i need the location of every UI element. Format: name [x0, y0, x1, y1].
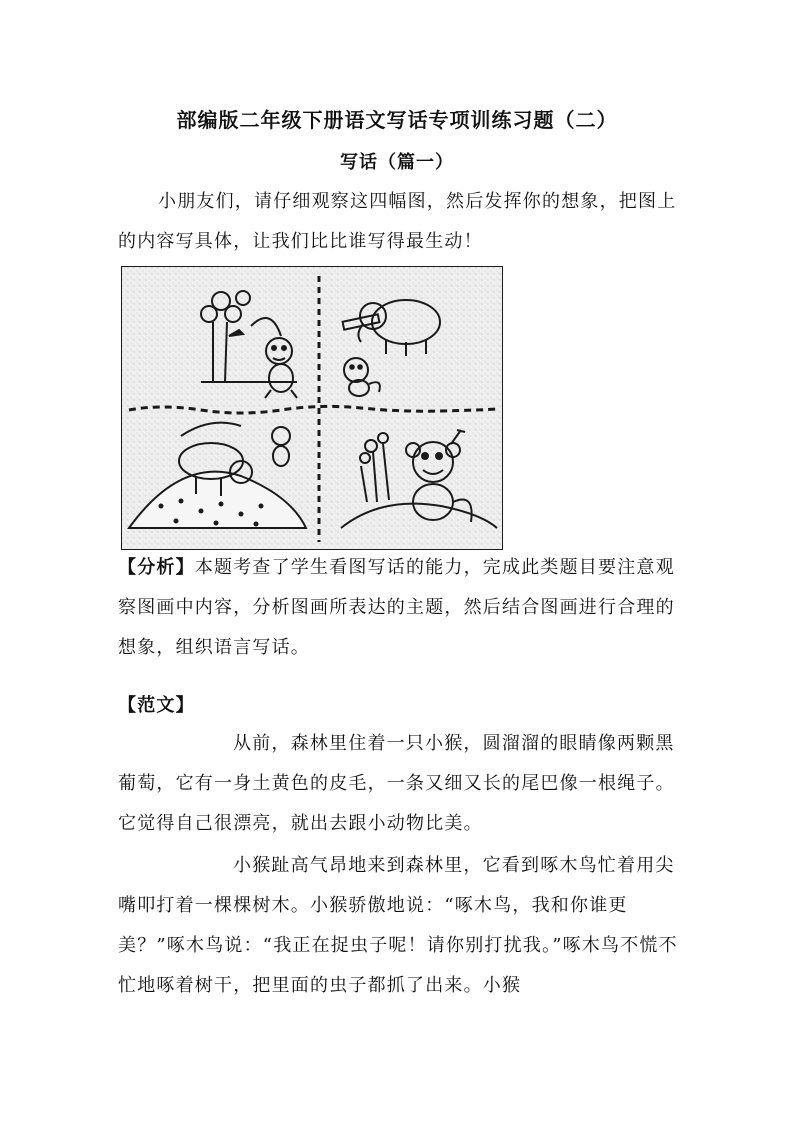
analysis-label: 【分析】 — [118, 557, 195, 578]
page-title: 部编版二年级下册语文写话专项训练习题（二） — [176, 108, 618, 132]
model-essay-label: 【范文】 — [118, 695, 195, 716]
prompt-paragraph: 小朋友们，请仔细观察这四幅图，然后发挥你的想象，把图上的内容写具体，让我们比比谁写得最生动！ — [118, 191, 677, 252]
analysis-paragraph — [118, 548, 678, 668]
analysis-text: 本题考查了学生看图写话的能力，完成此类题目要注意观察图画中内容，分析图画所表达的主题，然后结合图画进行合理的想象，组织语言写话。 — [118, 557, 675, 658]
four-panel-illustration — [121, 266, 503, 550]
essay-paragraph-1: 从前，森林里住着一只小猴，圆溜溜的眼睛像两颗黑葡萄，它有一身土黄色的皮毛，一条又细又长的尾巴像一根绳子。它觉得自己很漂亮，就出去跟小动物比美。 — [118, 733, 675, 834]
section-subtitle: 写话（篇一） — [340, 152, 454, 173]
essay-paragraph-2: 小猴趾高气昂地来到森林里，它看到啄木鸟忙着用尖嘴叩打着一棵棵树木。小猴骄傲地说：“啄木鸟，我和你谁更美？”啄木鸟说：“我正在捉虫子呢！请你别打扰我。”啄木鸟不慌不忙地啄着树干，把里面的虫子都抓了出来。小猴 — [118, 855, 678, 996]
